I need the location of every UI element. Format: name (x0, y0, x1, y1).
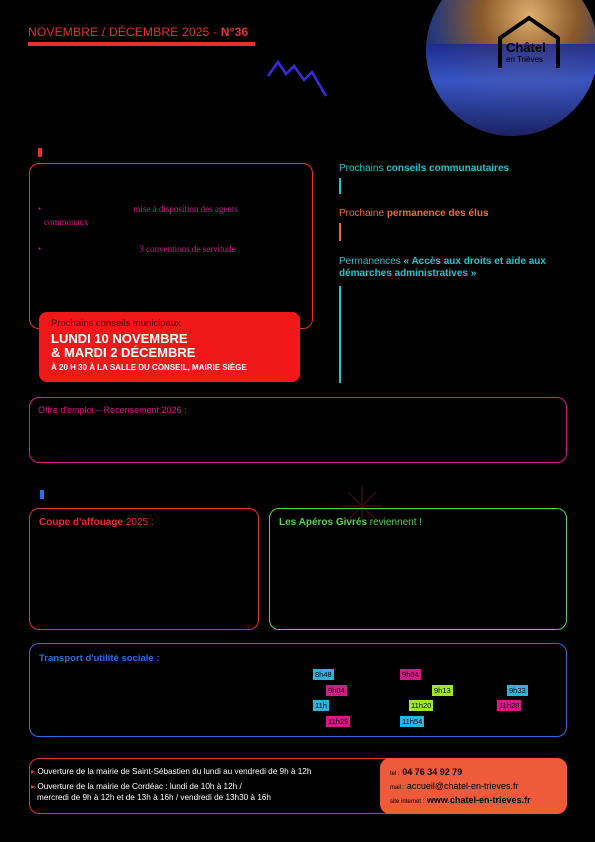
time-chip: 11h20 (411, 701, 432, 710)
time-chip: 11h54 (402, 717, 423, 726)
transport-title: Transport d'utilité sociale : (39, 653, 160, 664)
issue-number: N°36 (220, 25, 249, 39)
header-underline (28, 42, 255, 46)
section-marker-red (38, 148, 42, 157)
time-chip: 11h29 (328, 717, 349, 726)
next-councils-dates: LUNDI 10 NOVEMBRE & MARDI 2 DÉCEMBRE (51, 331, 196, 360)
rights-access-heading: Permanences « Accès aux droits et aide aux démarches administratives » (339, 256, 546, 279)
council-item-2: • 3 conventions de servitude (38, 244, 236, 254)
coupe-affouage-title: Coupe d'affouage 2025 : (39, 517, 154, 528)
time-chip: 9h04 (328, 686, 345, 695)
council-item-1-cont: communaux (44, 217, 89, 227)
hours-cordeac-cont: mercredi de 9h à 12h et de 13h à 16h / vendredi de 13h30 à 16h (37, 793, 271, 802)
elected-permanence-heading: Prochaine permanence des élus (339, 208, 489, 219)
hours-cordeac: ▸ Ouverture de la mairie de Cordéac : lundi de 10h à 12h / (31, 782, 242, 791)
next-councils-place: À 20 H 30 À LA SALLE DU CONSEIL, MAIRIE SIÈGE (51, 363, 247, 372)
divider-orange (339, 223, 341, 241)
aperos-givres-title: Les Apéros Givrés reviennent ! (279, 517, 423, 528)
section-marker-blue (40, 490, 44, 499)
council-decisions-box (29, 163, 313, 329)
logo-photo (426, 0, 595, 136)
next-councils-card (39, 312, 300, 382)
contact-website[interactable]: site internet : www.chatel-en-trieves.fr (390, 795, 531, 805)
divider-cyan-2 (339, 286, 341, 383)
community-councils-heading: Prochains conseils communautaires (339, 163, 510, 174)
time-chip: 11h (315, 701, 327, 710)
logo-text: Châtel en Trièves (506, 40, 546, 64)
job-offer-title: Offre d'emploi – Recensement 2026 : (38, 405, 187, 415)
contact-card (380, 758, 567, 814)
contact-mail[interactable]: mail : accueil@chatel-en-trieves.fr (390, 781, 519, 791)
job-offer-box (29, 397, 567, 463)
coupe-affouage-box (29, 508, 259, 630)
transport-box (29, 643, 567, 737)
time-chip: 9h13 (434, 686, 451, 695)
contact-phone: tel : 04 76 34 92 79 (390, 767, 463, 777)
hours-saint-sebastien: ▸ Ouverture de la mairie de Saint-Sébastien du lundi au vendredi de 9h à 12h (31, 767, 312, 776)
issue-dates: NOVEMBRE / DÉCEMBRE 2025 - (28, 25, 221, 39)
time-chip: 11h28 (499, 701, 520, 710)
time-chip: 9h33 (509, 686, 526, 695)
mountain-icon (266, 58, 330, 100)
issue-header (28, 25, 248, 39)
council-item-1: • mise à disposition des agents (38, 204, 238, 214)
next-councils-label: Prochains conseils municipaux (51, 318, 181, 329)
divider-cyan-1 (339, 178, 341, 194)
opening-hours (31, 766, 376, 803)
aperos-givres-box (269, 508, 567, 630)
time-chip: 8h48 (315, 670, 332, 679)
time-chip: 9h04 (402, 670, 419, 679)
